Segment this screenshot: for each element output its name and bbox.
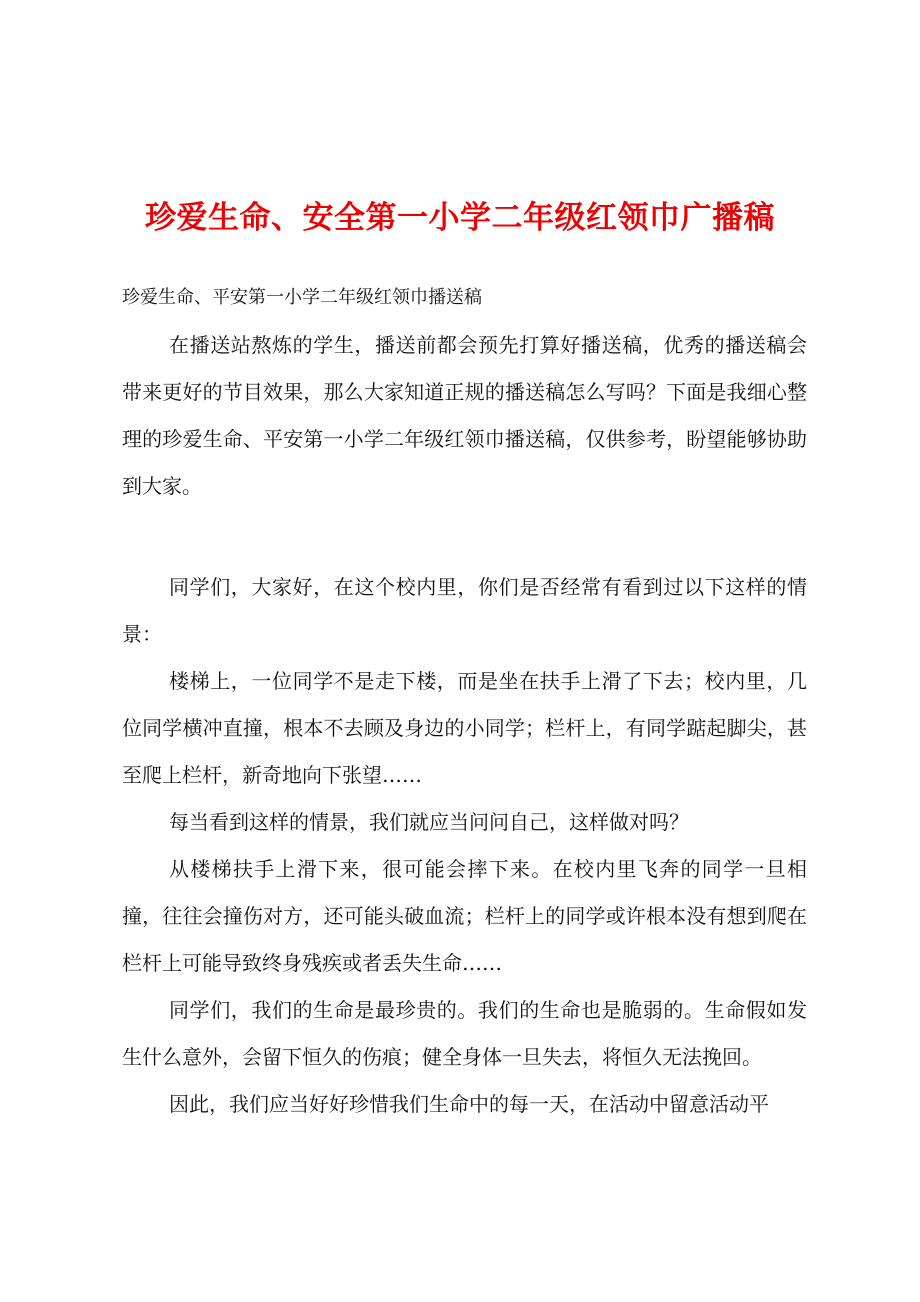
paragraph-greeting: 同学们，大家好，在这个校内里，你们是否经常有看到过以下这样的情景： (122, 575, 807, 646)
paragraph-life-precious: 同学们，我们的生命是最珍贵的。我们的生命也是脆弱的。生命假如发生什么意外，会留下恒久的伤痕；健全身体一旦失去，将恒久无法挽回。 (122, 998, 807, 1069)
paragraph-dangers: 从楼梯扶手上滑下来，很可能会摔下来。在校内里飞奔的同学一旦相撞，往往会撞伤对方，还可能头破血流；栏杆上的同学或许根本没有想到爬在栏杆上可能导致终身残疾或者丢失生命…… (122, 857, 807, 975)
paragraph-conclusion: 因此，我们应当好好珍惜我们生命中的每一天，在活动中留意活动平 (169, 1092, 769, 1116)
paragraph-scenes: 楼梯上，一位同学不是走下楼，而是坐在扶手上滑了下去；校内里，几位同学横冲直撞，根本不去顾及身边的小同学；栏杆上，有同学踮起脚尖，甚至爬上栏杆，新奇地向下张望…… (122, 669, 807, 787)
document-subtitle: 珍爱生命、平安第一小学二年级红领巾播送稿 (122, 287, 482, 308)
paragraph-intro: 在播送站熬炼的学生，播送前都会预先打算好播送稿，优秀的播送稿会带来更好的节目效果，那么大家知道正规的播送稿怎么写吗？下面是我细心整理的珍爱生命、平安第一小学二年级红领巾播送稿，仅供参考，盼望能够协助到大家。 (122, 333, 807, 498)
document-title: 珍爱生命、安全第一小学二年级红领巾广播稿 (145, 200, 775, 236)
paragraph-question: 每当看到这样的情景，我们就应当问问自己，这样做对吗？ (169, 810, 689, 834)
